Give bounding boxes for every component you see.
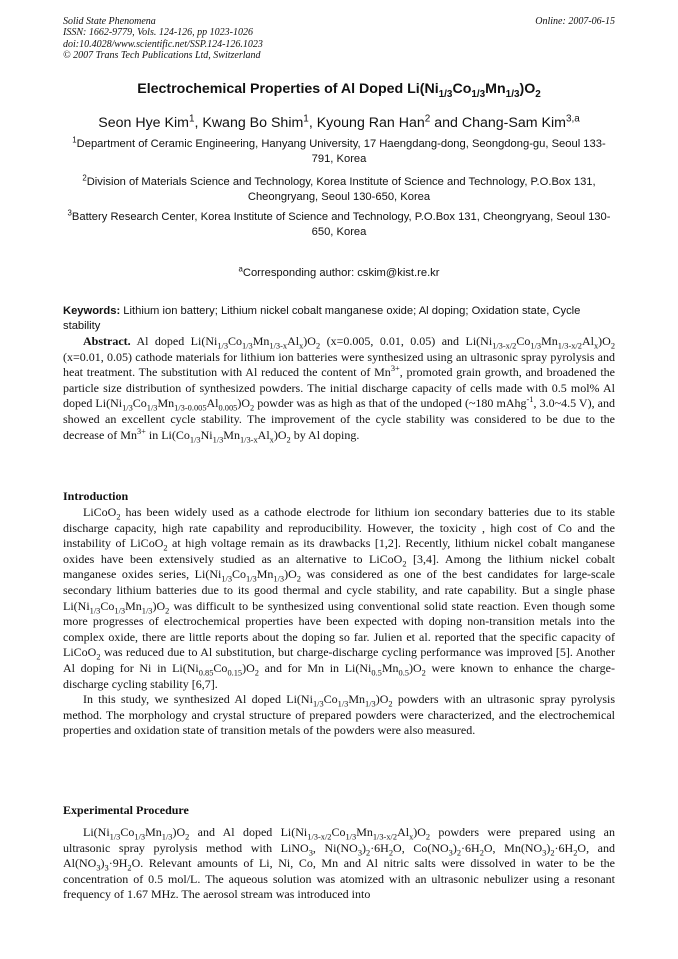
affiliation-1: $^1$Department of Ceramic Engineering, Hanyang University, 17 Haengdang-dong, Seongdong-gu, Seoul 133-791, Korea [72,135,606,165]
experimental-heading: Experimental Procedure [63,803,189,817]
introduction-body [63,505,615,739]
journal-name: Solid State Phenomena [63,16,156,27]
abstract: Abstract. Al doped $Li(Ni_{1/3}Co_{1/3}Mn_{1/3-x}Al_x)O_2$ (x=0.005, 0.01, 0.05) and $Li(Ni_{1/3-x/2}Co_{1/3}Mn_{1/3-x/2}Al_x)O_2$ (x=0.01, 0.05) cathode materials for lithium ion batteries were synthesized using an ultrasonic spray pyrolysis and heat treatment. The substitution with Al reduced the content of $Mn^{3+}$, promoted grain growth, and broadened the particle size distribution of synthesized powders. The initial discharge capacity of cells made with 0.5 mol% Al doped $Li(Ni_{1/3}Co_{1/3}Mn_{1/3-0.005}Al_{0.005})O_2$ powder was as high as that of the undoped (~180 mAhg$^{-1}$, 3.0~4.5 V), and showed an excellent cycle stability. The improvement of the cycle stability was considered to be due to the decrease of $Mn^{3+}$ in $Li(Co_{1/3}Ni_{1/3}Mn_{1/3-x}Al_x)O_2$ by Al doping. [63,334,615,444]
journal-header [63,16,615,61]
introduction-heading: Introduction [63,489,129,503]
doi-line: doi:10.4028/www.scientific.net/SSP.124-126.1023 [63,38,263,50]
author-list: Seon Hye Kim$^1$, Kwang Bo Shim$^1$, Kyoung Ran Han$^2$ and Chang-Sam Kim$^{3,a}$ [98,113,580,131]
affiliation-2: $^2$Division of Materials Science and Technology, Korea Institute of Science and Technology, P.O.Box 131, Cheongryang, Seoul 130-650, Korea [82,173,596,203]
online-date: Online: 2007-06-15 [535,16,615,27]
keywords: Keywords: Lithium ion battery; Lithium nickel cobalt manganese oxide; Al doping; Oxidation state, Cycle stability [63,305,581,332]
corresponding-author: $^a$Corresponding author: cskim@kist.re.kr [238,264,440,279]
affiliation-3: $^3$Battery Research Center, Korea Institute of Science and Technology, P.O.Box 131, Cheongryang, Seoul 130-650, Korea [67,208,611,238]
intro-paragraph-1: LiCoO$_2$ has been widely used as a cathode electrode for lithium ion secondary batteries due to its stable discharge capacity, high rate capability and reproducibility. However, the toxicity , high cost of Co and the instability of LiCoO$_2$ at high voltage remain as its drawbacks [1,2]. Recently, lithium nickel cobalt manganese oxides have been extensively studied as an alternative to LiCoO$_2$ [3,4]. Among the lithium nickel cobalt manganese oxides series, $Li(Ni_{1/3}Co_{1/3}Mn_{1/3})O_2$ was considered as one of the best candidates for large-scale secondary lithium batteries due to its good thermal and cycle stability, and rate capability. But a single phase $Li(Ni_{1/3}Co_{1/3}Mn_{1/3})O_2$ was difficult to be synthesized using conventional solid state reaction. Even though some more progresses of electrochemical properties have been expected with doping non-transition metals into the complex oxide, there are little reports about the doping so far. Julien et al. reported that the specific capacity of LiCoO$_2$ was reduced due to Al substitution, but charge-discharge cycling performance was improved [5]. Another Al doping for Ni in $Li(Ni_{0.85}Co_{0.15})O_2$ and for Mn in $Li(Ni_{0.5}Mn_{0.5})O_2$ were known to enhance the charge-discharge cycling stability [6,7]. [63,505,616,691]
paper-title: Electrochemical Properties of Al Doped $Li(Ni_{1/3}Co_{1/3}Mn_{1/3})O_2$ [137,81,541,100]
issn-line: ISSN: 1662-9779, Vols. 124-126, pp 1023-1026 [63,27,253,39]
intro-paragraph-2: In this study, we synthesized Al doped $Li(Ni_{1/3}Co_{1/3}Mn_{1/3})O_2$ powders with an ultrasonic spray pyrolysis method. The morphology and crystal structure of prepared powders were characterized, and the electrochemical properties and oxidation state of transition metals of the powders were also measured. [63,692,615,738]
experimental-body: $Li(Ni_{1/3}Co_{1/3}Mn_{1/3})O_2$ and Al doped $Li(Ni_{1/3-x/2}Co_{1/3}Mn_{1/3-x/2}Al_x)O_2$ powders were prepared using an ultrasonic spray pyrolysis method with LiNO$_3$, $Ni(NO_3)_2\cdot 6H_2O$, $Co(NO_3)_2\cdot 6H_2O$, $Mn(NO_3)_2\cdot 6H_2O$, and $Al(NO_3)_3\cdot 9H_2O$. Relevant amounts of Li, Ni, Co, Mn and Al nitric salts were dissolved in water to be the concentration of 0.5 mol/L. The aqueous solution was atomized with an ultrasonic nebulizer using a resonant frequency of 1.67 MHz. The aerosol stream was introduced into [63,825,616,902]
copyright-line: © 2007 Trans Tech Publications Ltd, Switzerland [63,49,261,61]
